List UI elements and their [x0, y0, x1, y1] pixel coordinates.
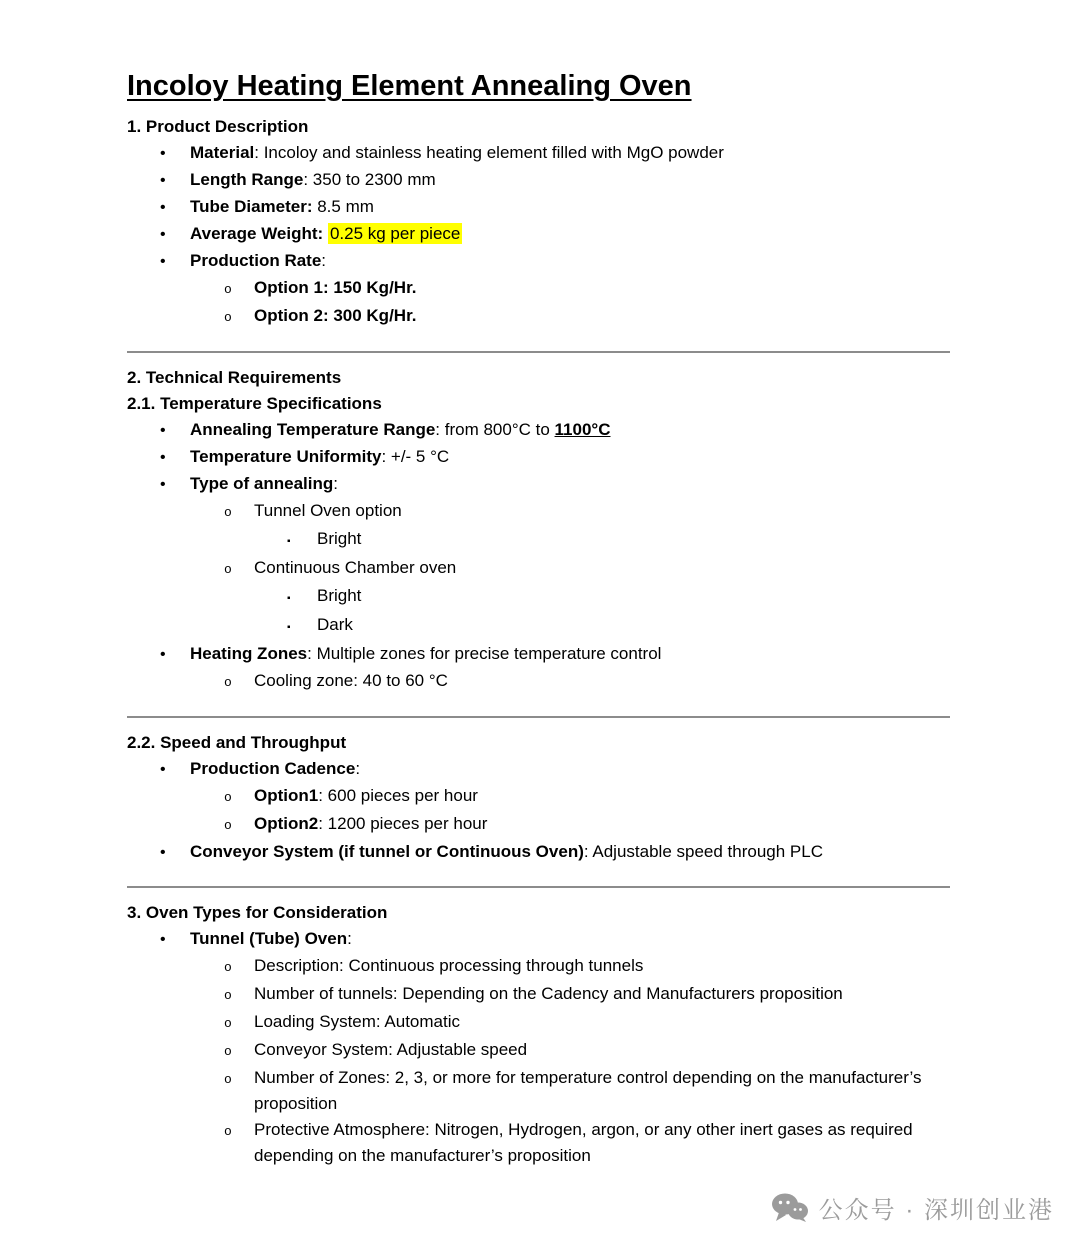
list-item-text: Protective Atmosphere: Nitrogen, Hydrogen, argon, or any other inert gases as required depending on the manufacturer’s proposition	[254, 1120, 913, 1165]
disc-bullet-icon: •	[160, 199, 166, 216]
list-item	[160, 194, 950, 221]
list-item	[160, 926, 950, 953]
disc-bullet-icon: •	[160, 172, 166, 189]
list-item-text: Bright	[317, 586, 362, 605]
list-item-text: Option1: 600 pieces per hour	[254, 786, 478, 805]
circle-bullet-icon: o	[224, 960, 232, 975]
circle-bullet-icon: o	[224, 1044, 232, 1059]
list-item-text: Length Range: 350 to 2300 mm	[190, 170, 436, 189]
list-item-text: Annealing Temperature Range: from 800°C to 1100°C	[190, 420, 611, 439]
list-item-text: Production Rate:	[190, 251, 327, 270]
list-item-text: Option 2: 300 Kg/Hr.	[254, 306, 417, 325]
disc-bullet-icon: •	[160, 226, 166, 243]
list-item	[160, 641, 950, 668]
list-item	[160, 444, 950, 471]
list-item	[224, 1065, 950, 1117]
circle-bullet-icon: o	[224, 505, 232, 520]
disc-bullet-icon: •	[160, 449, 166, 466]
circle-bullet-icon: o	[224, 988, 232, 1003]
list-item-text: Temperature Uniformity: +/- 5 °C	[190, 447, 450, 466]
list-item	[224, 275, 950, 303]
list-item	[224, 303, 950, 331]
square-bullet-icon: ▪	[287, 622, 291, 633]
section-heading: 3. Oven Types for Consideration	[127, 903, 388, 922]
list-item	[160, 417, 950, 444]
list-item	[224, 1117, 950, 1169]
list-item	[224, 981, 950, 1009]
list-item	[287, 612, 950, 641]
list-item	[224, 555, 950, 583]
circle-bullet-icon: o	[224, 310, 232, 325]
disc-bullet-icon: •	[160, 761, 166, 778]
disc-bullet-icon: •	[160, 253, 166, 270]
list-item-text: Option 1: 150 Kg/Hr.	[254, 278, 417, 297]
section-heading: 2. Technical Requirements	[127, 368, 342, 387]
list-item-text: Continuous Chamber oven	[254, 558, 457, 577]
watermark-text: 公众号 · 深圳创业港	[818, 1197, 1054, 1224]
section-heading: 1. Product Description	[127, 117, 309, 136]
list-item-text: Number of tunnels: Depending on the Cadency and Manufacturers proposition	[254, 984, 843, 1003]
list-item	[160, 167, 950, 194]
square-bullet-icon: ▪	[287, 593, 291, 604]
list-item-text: Type of annealing:	[190, 474, 338, 493]
disc-bullet-icon: •	[160, 646, 166, 663]
watermark	[771, 1190, 1054, 1225]
list-item-text: Bright	[317, 529, 362, 548]
list-item	[224, 1009, 950, 1037]
circle-bullet-icon: o	[224, 1124, 232, 1139]
list-item-text: Tunnel (Tube) Oven:	[190, 929, 352, 948]
disc-bullet-icon: •	[160, 844, 166, 861]
list-item-text: Tunnel Oven option	[254, 501, 402, 520]
list-item-text: Material: Incoloy and stainless heating element filled with MgO powder	[190, 143, 724, 162]
list-item-text: Heating Zones: Multiple zones for precise temperature control	[190, 644, 662, 663]
square-bullet-icon: ▪	[287, 536, 291, 547]
list-item	[224, 1037, 950, 1065]
disc-bullet-icon: •	[160, 476, 166, 493]
list-item	[160, 248, 950, 275]
list-item	[160, 221, 950, 248]
list-item-text: Description: Continuous processing through tunnels	[254, 956, 644, 975]
list-item	[224, 498, 950, 526]
list-item	[224, 783, 950, 811]
section-heading: 2.1. Temperature Specifications	[127, 394, 382, 413]
list-item-text: Production Cadence:	[190, 759, 361, 778]
circle-bullet-icon: o	[224, 818, 232, 833]
list-item-text: Average Weight: 0.25 kg per piece	[190, 224, 461, 243]
document-body	[127, 114, 950, 1169]
circle-bullet-icon: o	[224, 1016, 232, 1031]
list-item-text: Conveyor System: Adjustable speed	[254, 1040, 528, 1059]
section-divider	[127, 886, 950, 888]
list-item	[224, 953, 950, 981]
list-item	[160, 471, 950, 498]
list-item-text: Option2: 1200 pieces per hour	[254, 814, 488, 833]
circle-bullet-icon: o	[224, 562, 232, 577]
wechat-icon	[771, 1192, 809, 1224]
list-item	[160, 140, 950, 167]
circle-bullet-icon: o	[224, 282, 232, 297]
list-item	[160, 839, 950, 866]
section-divider	[127, 716, 950, 718]
list-item	[224, 811, 950, 839]
circle-bullet-icon: o	[224, 1072, 232, 1087]
circle-bullet-icon: o	[224, 675, 232, 690]
list-item	[160, 756, 950, 783]
circle-bullet-icon: o	[224, 790, 232, 805]
list-item-text: Loading System: Automatic	[254, 1012, 461, 1031]
list-item-text: Tube Diameter: 8.5 mm	[190, 197, 374, 216]
list-item-text: Dark	[317, 615, 353, 634]
list-item	[287, 526, 950, 555]
list-item	[224, 668, 950, 696]
section-divider	[127, 351, 950, 353]
list-item-text: Number of Zones: 2, 3, or more for temperature control depending on the manufacturer’s proposition	[254, 1068, 922, 1113]
disc-bullet-icon: •	[160, 422, 166, 439]
disc-bullet-icon: •	[160, 931, 166, 948]
list-item-text: Conveyor System (if tunnel or Continuous Oven): Adjustable speed through PLC	[190, 842, 823, 861]
list-item-text: Cooling zone: 40 to 60 °C	[254, 671, 448, 690]
section-heading: 2.2. Speed and Throughput	[127, 733, 347, 752]
disc-bullet-icon: •	[160, 145, 166, 162]
list-item	[287, 583, 950, 612]
document-title: Incoloy Heating Element Annealing Oven	[127, 70, 692, 102]
